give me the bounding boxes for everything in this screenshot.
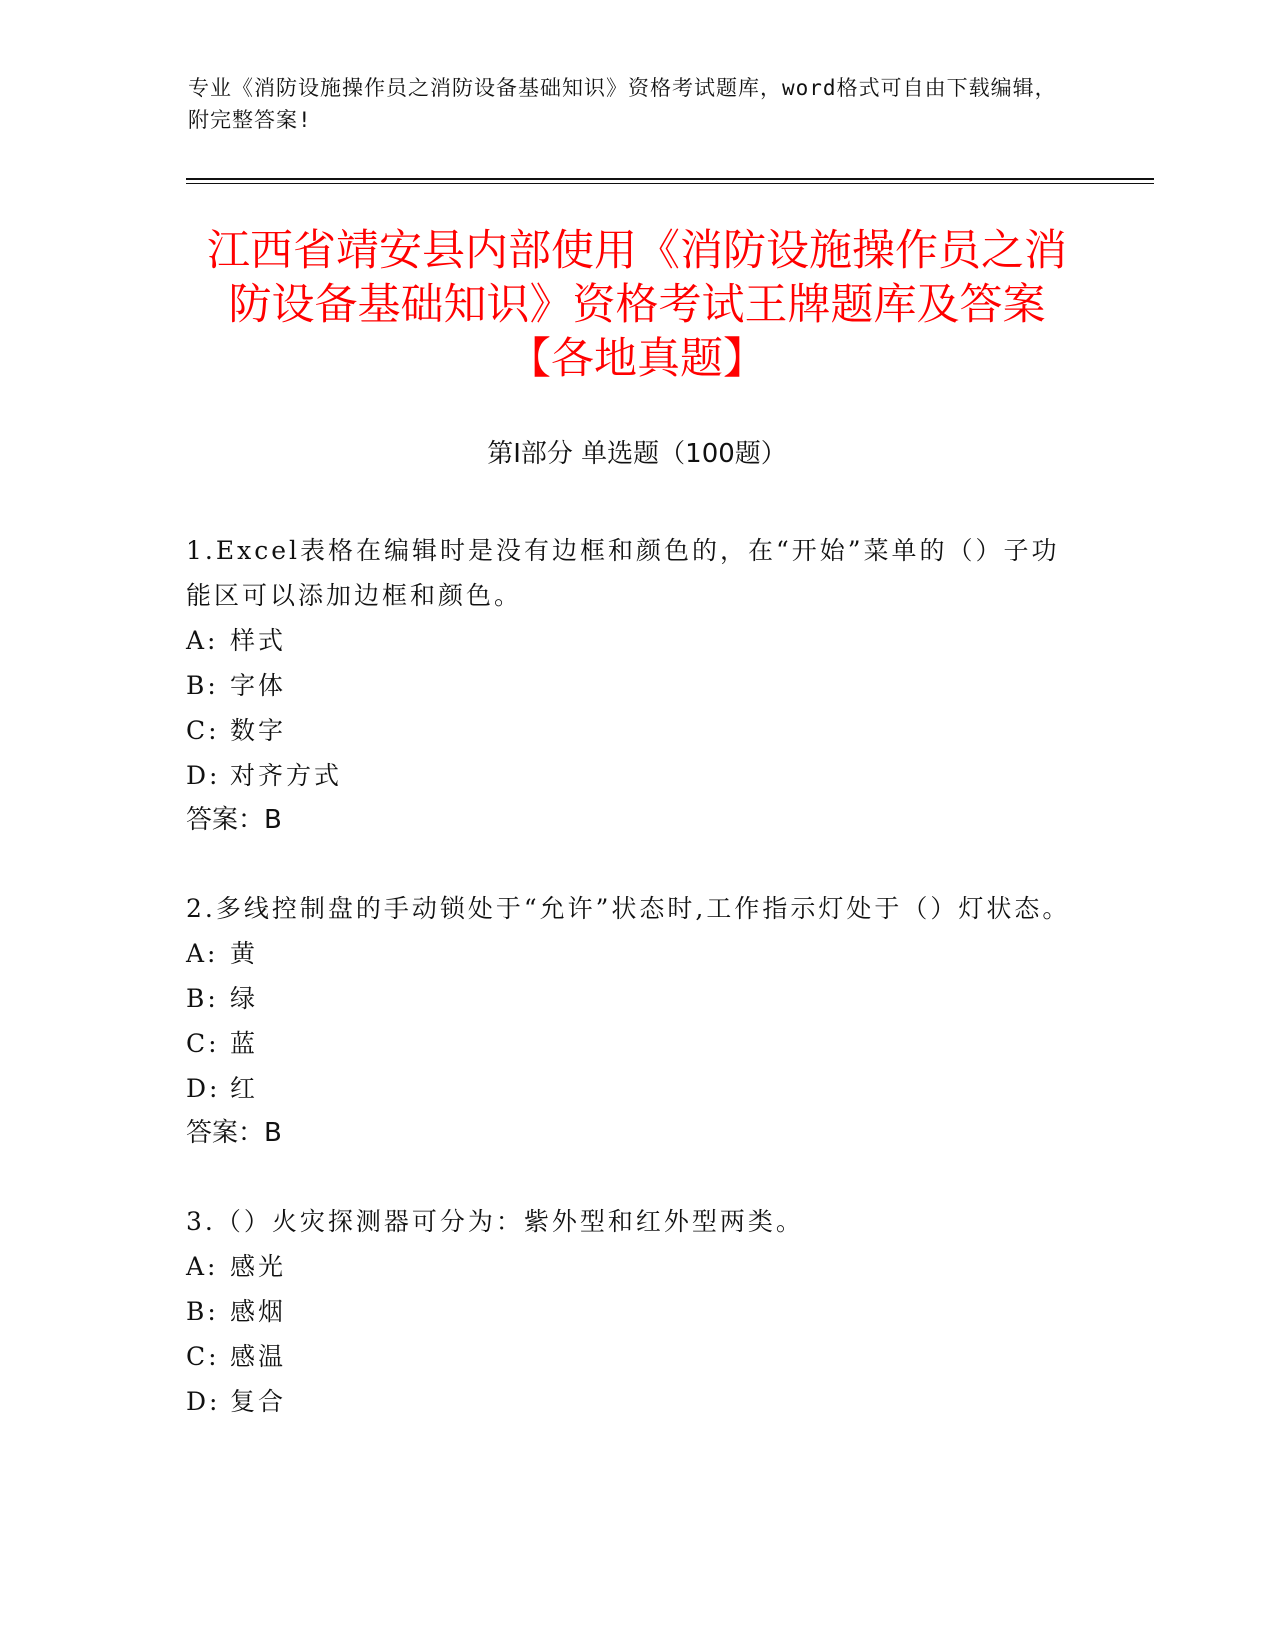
question-text: 1.Excel表格在编辑时是没有边框和颜色的，在“开始”菜单的（）子功能区可以添加边框和颜色。	[186, 536, 1060, 610]
option-a	[186, 931, 1086, 976]
option-c	[186, 1021, 1086, 1066]
option-letter: D:	[186, 761, 221, 790]
section-heading: 第Ⅰ部分 单选题（100题）	[487, 439, 787, 469]
header-divider-thin	[186, 183, 1154, 184]
option-c	[186, 708, 1086, 753]
option-a	[186, 618, 1086, 663]
question-text: 2.多线控制盘的手动锁处于“允许”状态时,工作指示灯处于（）灯状态。	[186, 894, 1071, 923]
option-c	[186, 1334, 1086, 1379]
option-letter: D:	[186, 1387, 221, 1416]
option-letter: B:	[186, 1297, 219, 1326]
question-text: 3.（）火灾探测器可分为：紫外型和红外型两类。	[186, 1207, 804, 1236]
option-b	[186, 663, 1086, 708]
option-letter: B:	[186, 984, 219, 1013]
question-3	[186, 1199, 1086, 1424]
option-letter: D:	[186, 1074, 221, 1103]
option-d	[186, 753, 1086, 798]
option-text: 字体	[230, 671, 287, 700]
option-letter: C:	[186, 716, 220, 745]
answer-line: 答案：B	[186, 1118, 282, 1148]
header-note: 专业《消防设施操作员之消防设备基础知识》资格考试题库，word格式可自由下载编辑，附完整答案!	[188, 76, 1057, 132]
option-text: 数字	[230, 716, 287, 745]
option-d	[186, 1066, 1086, 1111]
option-text: 黄	[230, 939, 259, 968]
header-divider-thick	[186, 178, 1154, 180]
option-a	[186, 1244, 1086, 1289]
option-text: 蓝	[230, 1029, 259, 1058]
option-d	[186, 1379, 1086, 1424]
option-letter: A:	[186, 1252, 219, 1281]
option-text: 红	[230, 1074, 259, 1103]
option-letter: C:	[186, 1342, 220, 1371]
question-1	[186, 528, 1086, 843]
option-text: 感光	[230, 1252, 287, 1281]
option-letter: A:	[186, 939, 219, 968]
option-letter: C:	[186, 1029, 220, 1058]
question-list	[186, 528, 1086, 1467]
option-letter: A:	[186, 626, 219, 655]
option-letter: B:	[186, 671, 219, 700]
option-b	[186, 976, 1086, 1021]
option-b	[186, 1289, 1086, 1334]
option-text: 绿	[230, 984, 259, 1013]
option-text: 感烟	[230, 1297, 287, 1326]
question-2	[186, 886, 1086, 1156]
document-title: 江西省靖安县内部使用《消防设施操作员之消防设备基础知识》资格考试王牌题库及答案【各地真题】	[207, 226, 1067, 384]
option-text: 感温	[230, 1342, 287, 1371]
option-text: 对齐方式	[230, 761, 343, 790]
answer-line: 答案：B	[186, 805, 282, 835]
option-text: 样式	[230, 626, 287, 655]
option-text: 复合	[230, 1387, 287, 1416]
